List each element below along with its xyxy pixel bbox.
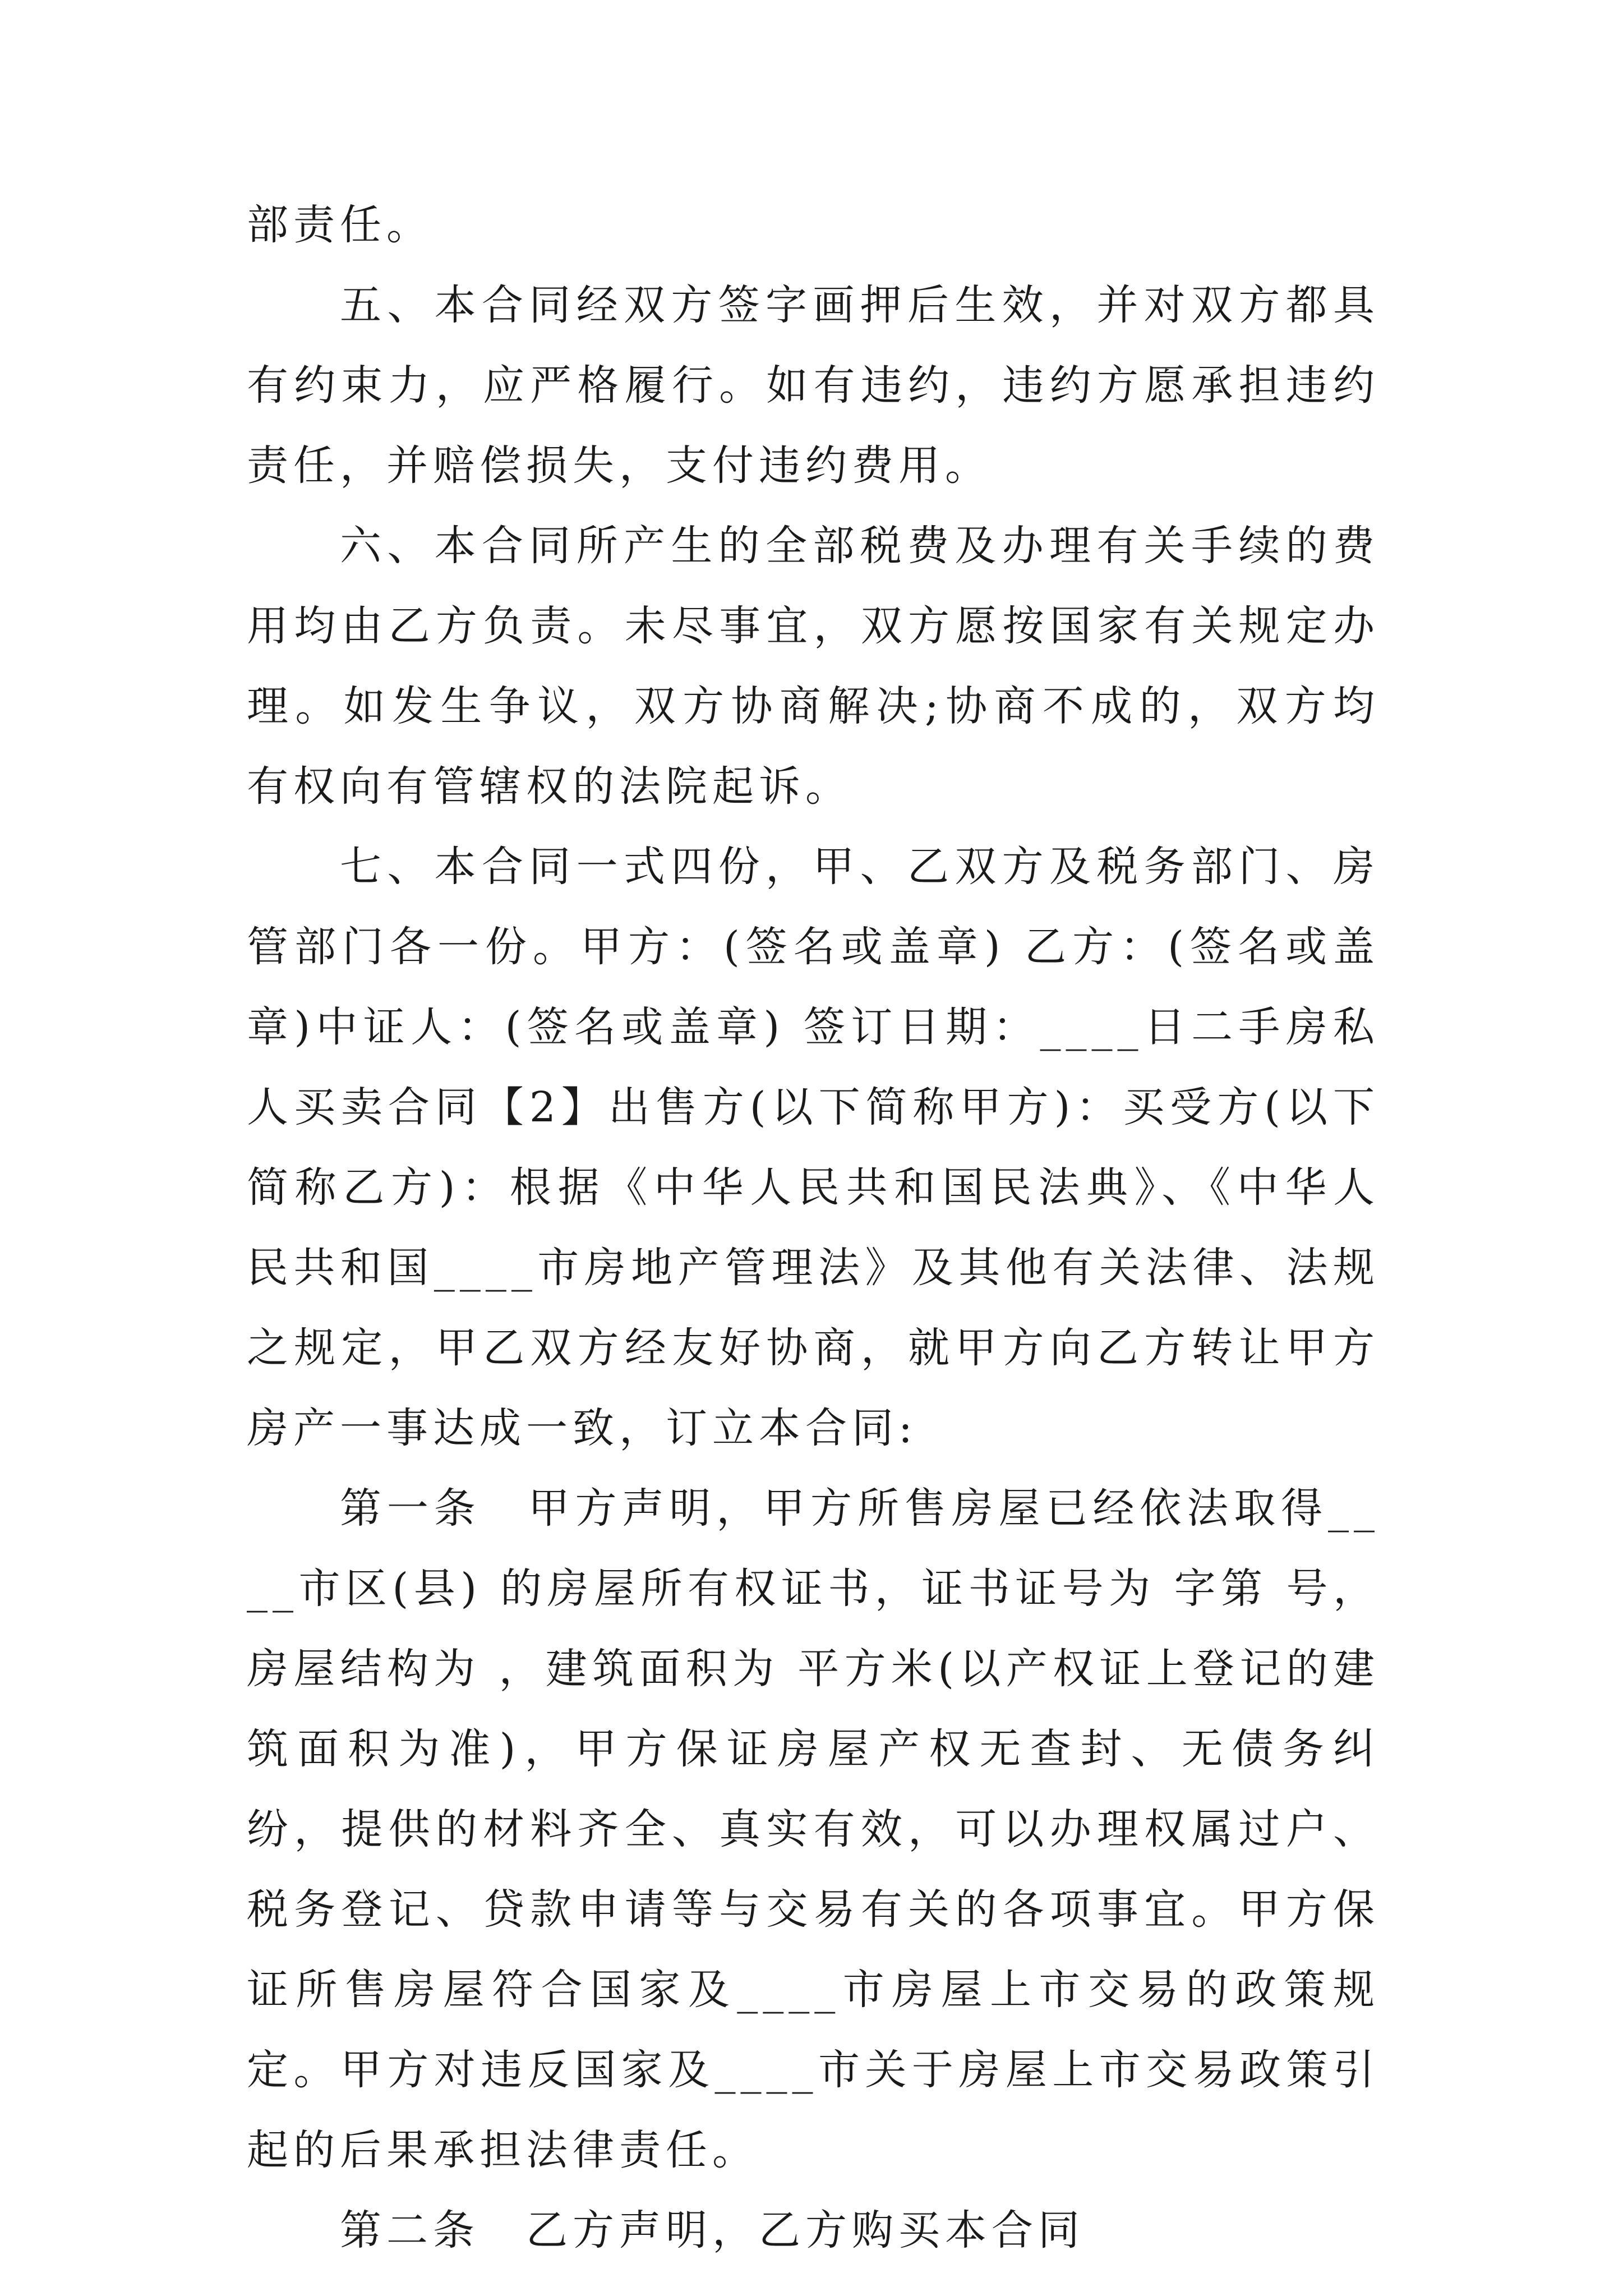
- paragraph-clause-six: 六、本合同所产生的全部税费及办理有关手续的费用均由乙方负责。未尽事宜，双方愿按国家有关规定办理。如发生争议，双方协商解决;协商不成的，双方均有权向有管辖权的法院起诉。: [247, 522, 1380, 811]
- document-body: [247, 185, 1380, 2271]
- paragraph-clause-five: 五、本合同经双方签字画押后生效，并对双方都具有约束力，应严格履行。如有违约，违约方愿承担违约责任，并赔偿损失，支付违约费用。: [247, 281, 1380, 490]
- paragraph-article-one: 第一条 甲方声明，甲方所售房屋已经依法取得____市区(县) 的房屋所有权证书，证书证号为 字第 号，房屋结构为 ，建筑面积为 平方米(以产权证上登记的建筑面积为准)，甲方保证房屋产权无查封、无债务纠纷，提供的材料齐全、真实有效，可以办理权属过户、税务登记、贷款申请等与交易有关的各项事宜。甲方保证所售房屋符合国家及____市房屋上市交易的政策规定。甲方对违反国家及____市关于房屋上市交易政策引起的后果承担法律责任。: [247, 1484, 1380, 2174]
- paragraph-clause-seven: 七、本合同一式四份，甲、乙双方及税务部门、房管部门各一份。甲方：(签名或盖章) 乙方：(签名或盖章)中证人：(签名或盖章) 签订日期：____日二手房私人买卖合同【2】出售方(以下简称甲方)：买受方(以下简称乙方)：根据《中华人民共和国民法典》、《中华人民共和国____市房地产管理法》及其他有关法律、法规之规定，甲乙双方经友好协商，就甲方向乙方转让甲方房产一事达成一致，订立本合同:: [247, 843, 1380, 1452]
- paragraph-article-two: 第二条 乙方声明，乙方购买本合同: [340, 2206, 1085, 2254]
- paragraph-continuation: 部责任。: [247, 201, 433, 249]
